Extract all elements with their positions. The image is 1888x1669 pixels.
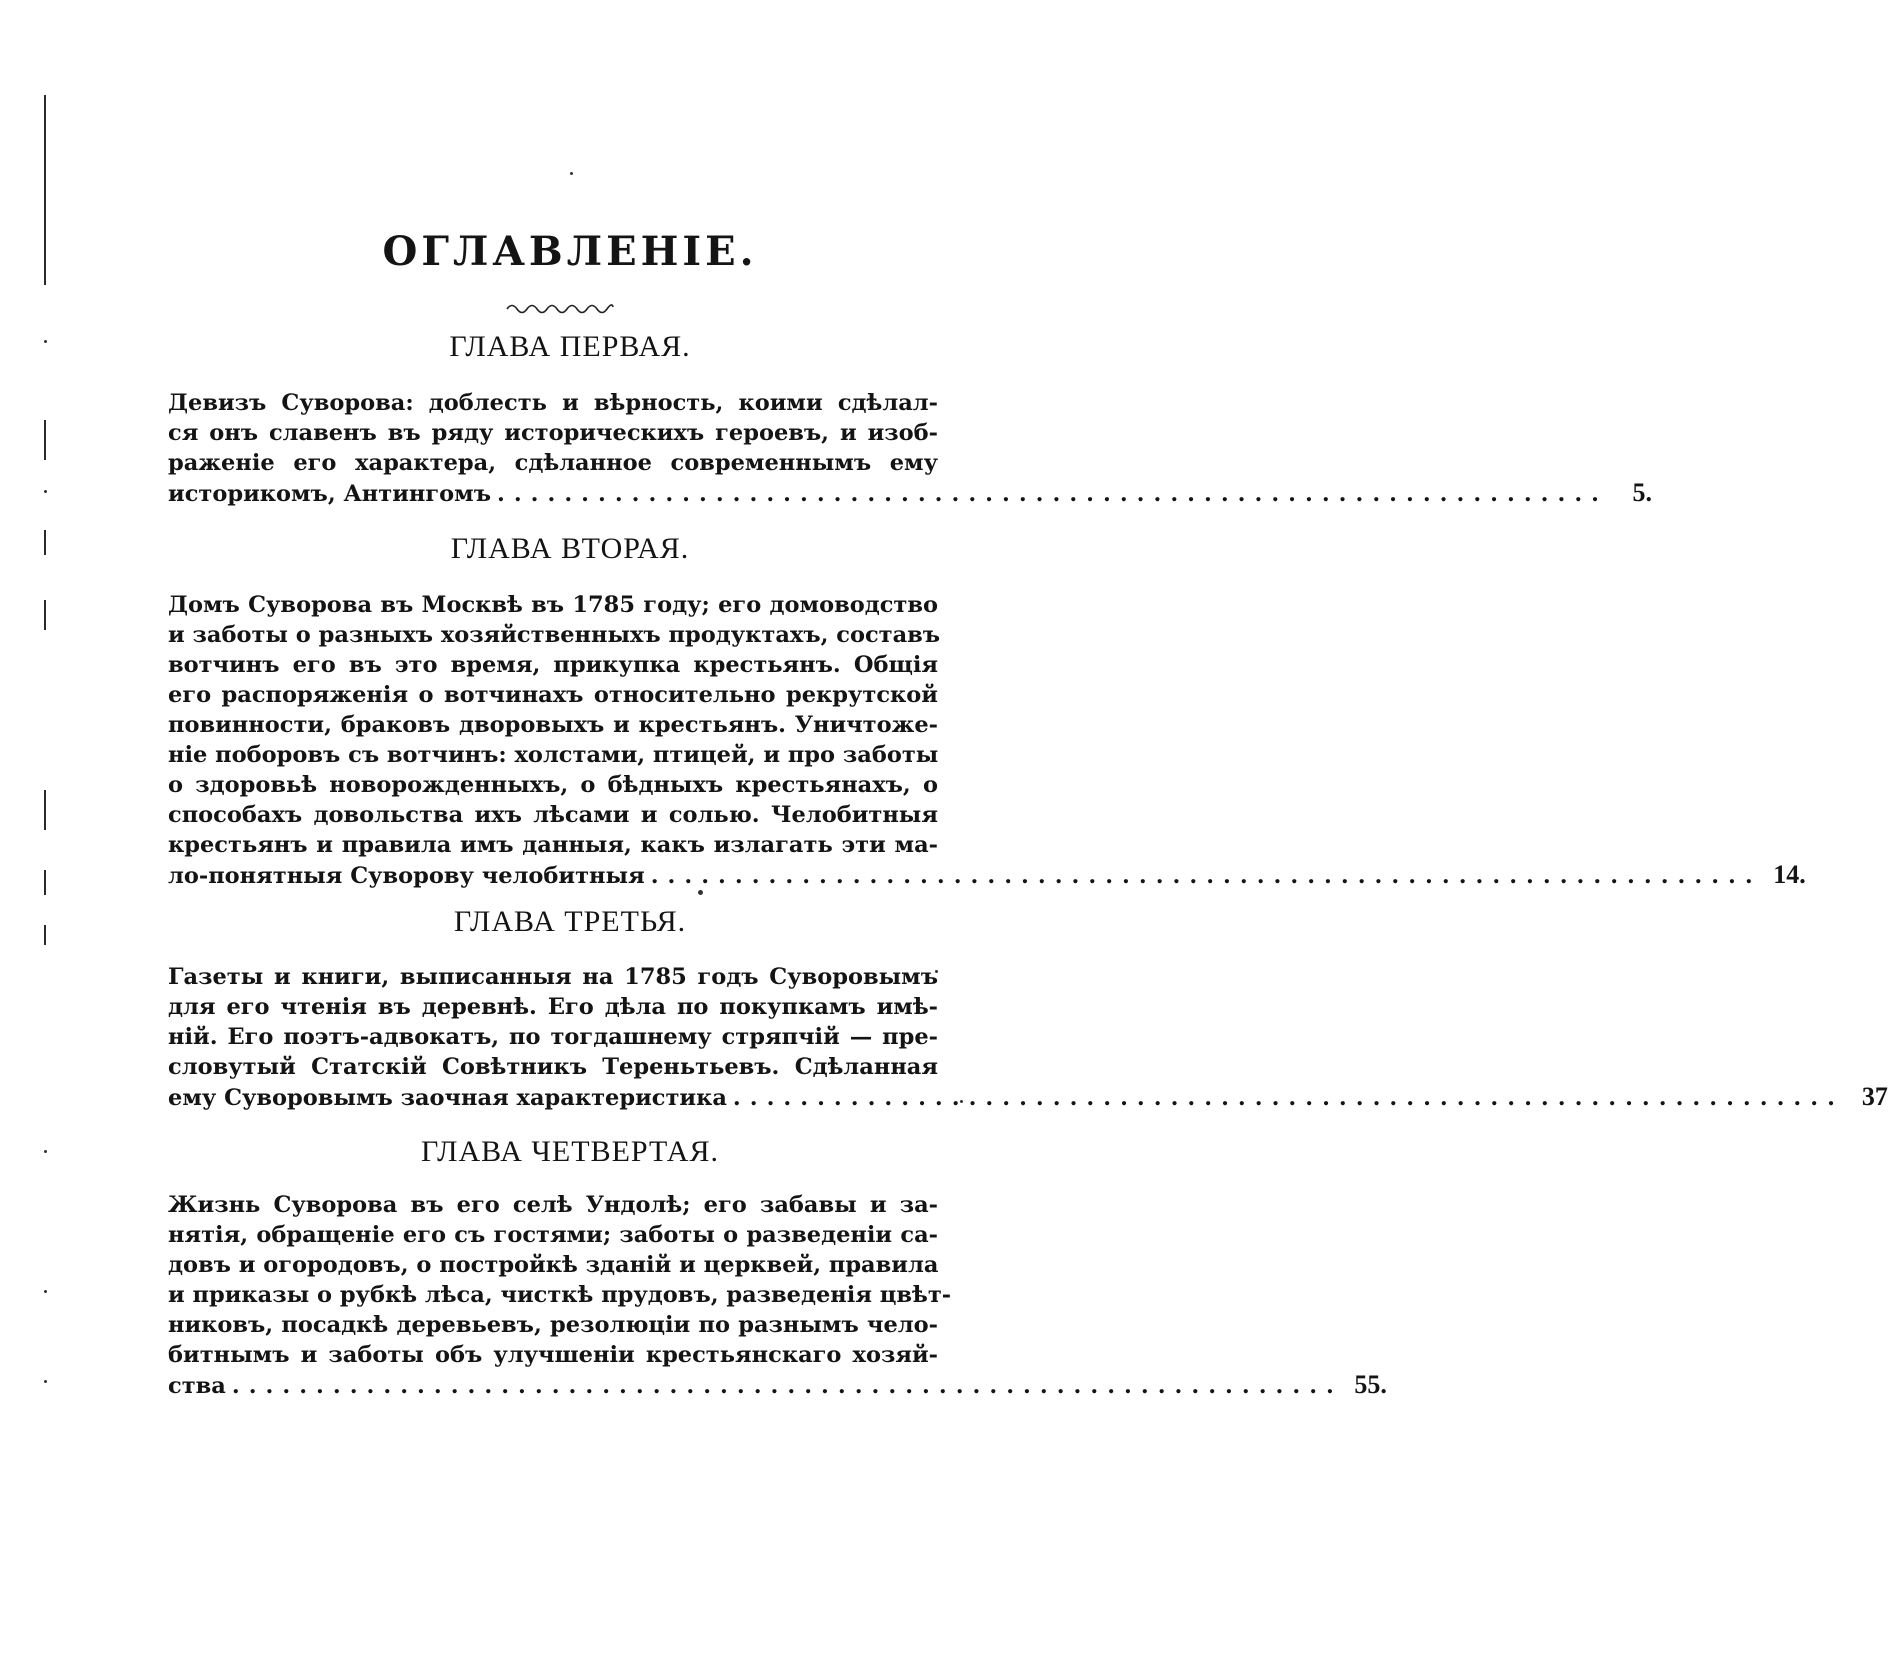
chapter-heading: ГЛАВА ВТОРАЯ. bbox=[450, 532, 690, 565]
entry-line: о здоровьѣ новорожденныхъ, о бѣдныхъ крестьянахъ, о bbox=[168, 772, 938, 798]
entry-line: битнымъ и заботы объ улучшеніи крестьянскаго хозяй- bbox=[168, 1342, 938, 1368]
scan-margin-line bbox=[44, 870, 46, 895]
entry-line: Газеты и книги, выписанныя на 1785 годъ Суворовымъ bbox=[168, 964, 938, 990]
scan-margin-line bbox=[44, 420, 46, 460]
scan-speck bbox=[44, 1290, 47, 1293]
scan-margin-line bbox=[44, 790, 46, 830]
entry-line: ніе поборовъ съ вотчинъ: холстами, птицей, и про заботы bbox=[168, 742, 939, 768]
entry-line: нятія, обращеніе его съ гостями; заботы о разведеніи са- bbox=[168, 1222, 938, 1248]
entry-line: Домъ Суворова въ Москвѣ въ 1785 году; его домоводство bbox=[168, 592, 938, 618]
page-number: 37 bbox=[1861, 1082, 1888, 1111]
entry-line: крестьянъ и правила имъ данныя, какъ излагать эти ма- bbox=[168, 832, 938, 858]
entry-line: способахъ довольства ихъ лѣсами и солью. Челобитныя bbox=[168, 802, 938, 828]
toc-entry[interactable] bbox=[168, 1190, 1387, 1400]
page-title: ОГЛАВЛЕНІЕ. bbox=[382, 228, 758, 275]
entry-line: повинности, браковъ дворовыхъ и крестьянъ. Уничтоже- bbox=[168, 712, 938, 738]
entry-last-line bbox=[168, 1082, 1888, 1112]
entry-line: раженіе его характера, сдѣланное современнымъ ему bbox=[168, 450, 938, 476]
page-number: 14. bbox=[1773, 860, 1806, 889]
entry-line: ему Суворовымъ заочная характеристика bbox=[168, 1085, 727, 1111]
scan-speck bbox=[44, 1380, 47, 1383]
entry-line: и заботы о разныхъ хозяйственныхъ продуктахъ, составъ bbox=[168, 622, 941, 648]
dot-leader: .................................................................. bbox=[231, 1373, 1343, 1399]
entry-line: Жизнь Суворова въ его селѣ Ундолѣ; его забавы и за- bbox=[168, 1192, 938, 1218]
dot-leader: .................................................................. bbox=[650, 863, 1762, 889]
page-number: 55. bbox=[1354, 1370, 1387, 1399]
entry-line: ло-понятныя Суворову челобитныя bbox=[168, 863, 645, 889]
dot-leader: .................................................................. bbox=[496, 481, 1608, 507]
scan-speck bbox=[44, 490, 47, 493]
toc-entry[interactable] bbox=[168, 590, 1806, 890]
entry-line: вотчинъ его въ это время, прикупка крестьянъ. Общія bbox=[168, 652, 938, 678]
entry-line: довъ и огородовъ, о постройкѣ зданій и церквей, правила bbox=[168, 1252, 939, 1278]
entry-line: и приказы о рубкѣ лѣса, чисткѣ прудовъ, разведенія цвѣт- bbox=[168, 1282, 952, 1308]
title-ornament bbox=[505, 300, 615, 314]
entry-line: Девизъ Суворова: доблесть и вѣрность, коими сдѣлал- bbox=[168, 390, 938, 416]
entry-line: историкомъ, Антингомъ bbox=[168, 481, 491, 507]
page-number: 5. bbox=[1632, 478, 1652, 507]
entry-line: ся онъ славенъ въ ряду историческихъ героевъ, и изоб- bbox=[168, 420, 938, 446]
entry-line: словутый Статскій Совѣтникъ Тереньтьевъ. Сдѣланная bbox=[168, 1054, 938, 1080]
scan-speck bbox=[570, 172, 573, 175]
scan-margin-line bbox=[44, 600, 46, 630]
entry-line: никовъ, посадкѣ деревьевъ, резолюціи по разнымъ чело- bbox=[168, 1312, 938, 1338]
toc-entry[interactable] bbox=[168, 388, 1652, 508]
entry-last-line bbox=[168, 860, 1806, 890]
entry-last-line bbox=[168, 1370, 1387, 1400]
chapter-heading: ГЛАВА ЧЕТВЕРТАЯ. bbox=[421, 1135, 719, 1168]
chapter-heading: ГЛАВА ПЕРВАЯ. bbox=[449, 330, 691, 363]
toc-entry[interactable] bbox=[168, 962, 1888, 1112]
entry-last-line bbox=[168, 478, 1652, 508]
entry-line: его распоряженія о вотчинахъ относительно рекрутской bbox=[168, 682, 938, 708]
entry-line: ства bbox=[168, 1373, 226, 1399]
dot-leader: .................................................................. bbox=[732, 1085, 1844, 1111]
entry-line: для его чтенія въ деревнѣ. Его дѣла по покупкамъ имѣ- bbox=[168, 994, 938, 1020]
chapter-heading: ГЛАВА ТРЕТЬЯ. bbox=[453, 905, 687, 938]
entry-line: ній. Его поэтъ-адвокатъ, по тогдашнему стряпчій — пре- bbox=[168, 1024, 938, 1050]
